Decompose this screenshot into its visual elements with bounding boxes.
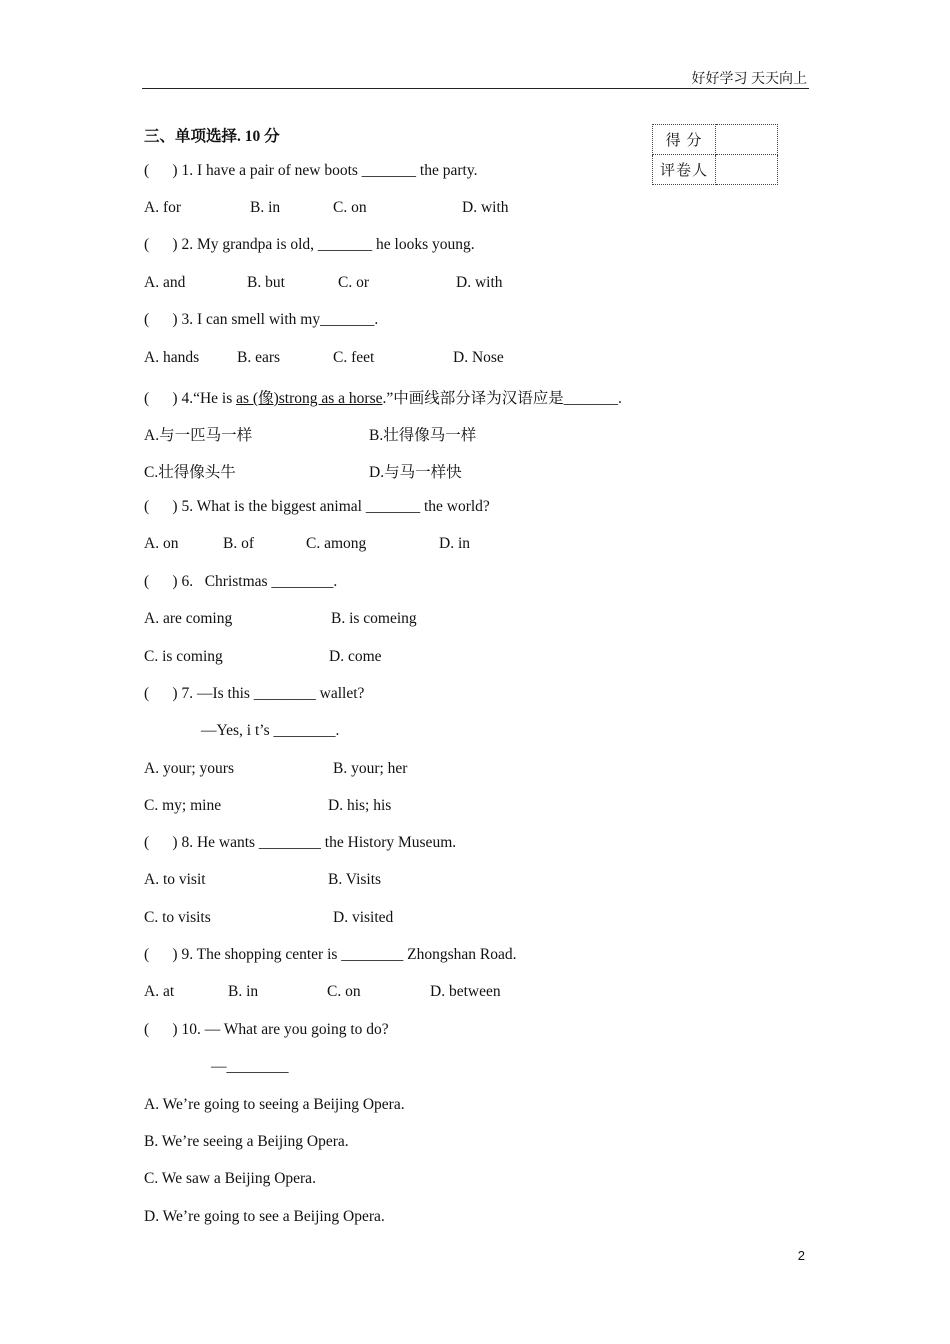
question-4-stem-prefix: ( ) 4.“He is: [144, 390, 237, 407]
score-field[interactable]: [716, 125, 778, 155]
question-4-option-a: A.与一匹马一样: [144, 427, 253, 444]
score-label: 得 分: [653, 125, 716, 155]
question-3-option-a: A. hands: [144, 349, 200, 366]
question-8-stem: ( ) 8. He wants ________ the History Museum.: [144, 834, 457, 851]
section-title: 三、单项选择. 10 分: [144, 128, 280, 145]
question-10-option-b: B. We’re seeing a Beijing Opera.: [144, 1133, 349, 1150]
grader-field[interactable]: [716, 155, 778, 185]
question-8-option-a: A. to visit: [144, 871, 206, 888]
question-3-option-d: D. Nose: [453, 349, 504, 366]
question-4-stem-suffix: .”中画线部分译为汉语应是_______.: [382, 390, 622, 407]
question-7-option-d: D. his; his: [328, 797, 392, 814]
question-7-option-b: B. your; her: [333, 760, 408, 777]
question-5-option-c: C. among: [306, 535, 367, 552]
question-2-option-a: A. and: [144, 274, 186, 291]
question-10-reply: —________: [211, 1058, 289, 1075]
question-4-underlined-phrase: as (像)strong as a horse: [236, 390, 383, 407]
score-box: [652, 124, 778, 185]
page-number: 2: [797, 1248, 805, 1263]
question-7-reply: —Yes, i t’s ________.: [201, 722, 340, 739]
question-2-stem: ( ) 2. My grandpa is old, _______ he looks young.: [144, 236, 475, 253]
header-divider: [142, 88, 809, 89]
question-10-option-a: A. We’re going to seeing a Beijing Opera.: [144, 1096, 405, 1113]
question-9-option-d: D. between: [430, 983, 501, 1000]
question-6-option-d: D. come: [329, 648, 382, 665]
question-4-stem: [144, 386, 622, 408]
grader-label: 评卷人: [653, 155, 716, 185]
question-6-option-c: C. is coming: [144, 648, 223, 665]
question-8-option-b: B. Visits: [328, 871, 382, 888]
question-3-stem: ( ) 3. I can smell with my_______.: [144, 311, 379, 328]
question-10-stem: ( ) 10. — What are you going to do?: [144, 1021, 389, 1038]
question-8-option-d: D. visited: [333, 909, 394, 926]
question-9-stem: ( ) 9. The shopping center is ________ Zhongshan Road.: [144, 946, 517, 963]
question-4-option-c: C.壮得像头牛: [144, 464, 236, 481]
question-6-stem: ( ) 6. Christmas ________.: [144, 573, 338, 590]
question-9-option-b: B. in: [228, 983, 259, 1000]
question-6-option-b: B. is comeing: [331, 610, 417, 627]
question-9-option-c: C. on: [327, 983, 361, 1000]
question-7-option-a: A. your; yours: [144, 760, 234, 777]
question-5-option-d: D. in: [439, 535, 470, 552]
question-9-option-a: A. at: [144, 983, 175, 1000]
question-1-stem: ( ) 1. I have a pair of new boots _______ the party.: [144, 162, 478, 179]
question-6-option-a: A. are coming: [144, 610, 233, 627]
question-2-option-b: B. but: [247, 274, 285, 291]
question-2-option-d: D. with: [456, 274, 503, 291]
question-1-option-b: B. in: [250, 199, 281, 216]
question-10-option-d: D. We’re going to see a Beijing Opera.: [144, 1208, 385, 1225]
question-3-option-c: C. feet: [333, 349, 375, 366]
question-1-option-d: D. with: [462, 199, 509, 216]
question-1-option-c: C. on: [333, 199, 367, 216]
question-2-option-c: C. or: [338, 274, 369, 291]
page-header: 好好学习 天天向上: [691, 72, 807, 87]
question-7-stem: ( ) 7. —Is this ________ wallet?: [144, 685, 365, 702]
question-5-option-a: A. on: [144, 535, 179, 552]
question-5-option-b: B. of: [223, 535, 254, 552]
question-7-option-c: C. my; mine: [144, 797, 222, 814]
question-3-option-b: B. ears: [237, 349, 281, 366]
question-10-option-c: C. We saw a Beijing Opera.: [144, 1170, 316, 1187]
question-1-option-a: A. for: [144, 199, 182, 216]
question-4-option-b: B.壮得像马一样: [369, 427, 477, 444]
question-8-option-c: C. to visits: [144, 909, 211, 926]
question-5-stem: ( ) 5. What is the biggest animal _______ the world?: [144, 498, 490, 515]
question-4-option-d: D.与马一样快: [369, 464, 462, 481]
